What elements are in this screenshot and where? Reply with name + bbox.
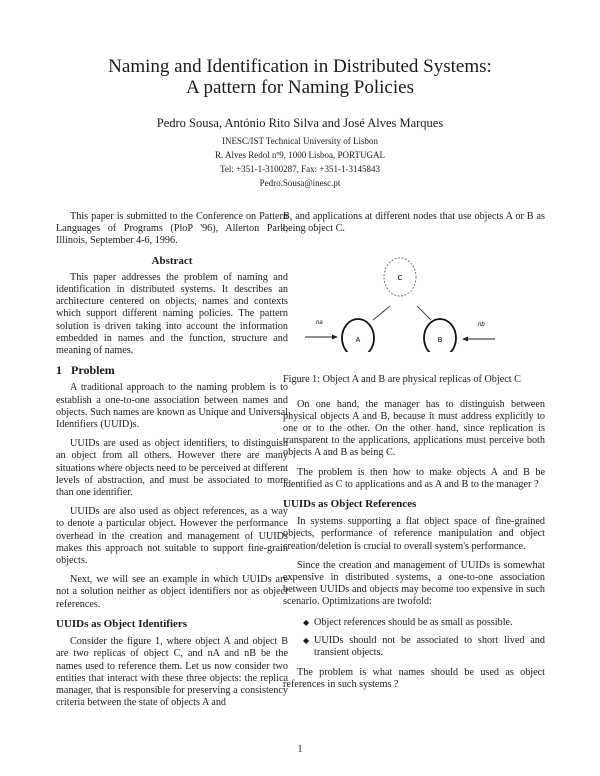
list-item-text: UUIDs should not be associated to short lived and transient objects. xyxy=(314,634,545,659)
authors: Pedro Sousa, António Rito Silva and José Alves Marques xyxy=(156,116,444,130)
optimization-list xyxy=(283,617,545,660)
list-item-text: Object references should be as small as possible. xyxy=(314,616,513,628)
address: R. Alves Redol nº9, 1000 Lisboa, PORTUGAL xyxy=(215,150,385,160)
node-a-label: A xyxy=(355,337,361,345)
na-label: na xyxy=(316,320,323,327)
abstract-text: This paper addresses the problem of naming and identification in distributed systems. It describes an architecture centered on objects, names and contexts which support different naming policies. The pattern solution is driven taking into account the information embedded in names and the function, structure and meaning of names. xyxy=(56,271,288,357)
paragraph: The problem is what names should be used as object references in such systems ? xyxy=(283,667,545,691)
left-column xyxy=(56,211,288,716)
list-item xyxy=(303,635,545,659)
paragraph: A traditional approach to the naming problem is to establish a one-to-one association between names and objects. Such names are known as Unique and Universal Identifiers (UUID)s. xyxy=(56,382,288,431)
list-item xyxy=(303,617,545,629)
paper-title xyxy=(0,56,600,98)
paragraph-continued: B, and applications at different nodes that use objects A or B as being object C. xyxy=(283,211,545,235)
node-b-label: B xyxy=(437,337,443,345)
figure-caption: Figure 1: Object A and B are physical replicas of Object C xyxy=(283,374,521,386)
paragraph: On one hand, the manager has to distinguish between physical objects A and B, because it must address explicitly to one or to the other. On the other hand, since replication is transparent to the applications, applications must perceive both objects A and B as being C. xyxy=(283,398,545,459)
title-line-2: A pattern for Naming Policies xyxy=(186,77,414,98)
bullet-diamond-icon: ◆ xyxy=(303,617,310,627)
subsection-identifiers-heading: UUIDs as Object Identifiers xyxy=(56,617,188,630)
title-line-1: Naming and Identification in Distributed Systems: xyxy=(108,56,492,77)
email: Pedro.Sousa@inesc.pt xyxy=(259,178,341,188)
right-column xyxy=(283,211,545,699)
node-c-label: C xyxy=(397,275,403,283)
paragraph: Since the creation and management of UUIDs is somewhat expensive in distributed systems, a one-to-one association between UUIDs and objects may become too expensive in such scenario. Optimizations are twofold: xyxy=(283,559,545,608)
affiliation: INESC/IST Technical University of Lisbon xyxy=(221,136,379,146)
paragraph: UUIDs are used as object identifiers, to distinguish an object from all others. However there are many situations where objects need to be perceived at different levels of abstraction, and must be associated to more than one identifier. xyxy=(56,438,288,499)
paragraph: In systems supporting a flat object space of fine-grained objects, performance of reference manipulation and object creation/deletion is crucial to overall system's performance. xyxy=(283,516,545,552)
figure-1 xyxy=(283,242,545,352)
replica-diagram xyxy=(283,242,545,352)
paragraph: Consider the figure 1, where object A and object B are two replicas of object C, and nA and nB be the names used to reference them. Let us now consider two entities that interact with these three objects: the replica manager, that is responsible for preserving a consistency criteria between the state of objects A and xyxy=(56,636,288,709)
paragraph: Next, we will see an example in which UUIDs are not a solution neither as object identifiers nor as object references. xyxy=(56,574,288,610)
bullet-diamond-icon: ◆ xyxy=(303,635,310,645)
abstract-heading: Abstract xyxy=(151,254,193,267)
page-number: 1 xyxy=(297,744,303,755)
submission-note: This paper is submitted to the Conference on Pattern Languages of Programs (PloP '96), Allerton Park, Illinois, September 4-6, 1996. xyxy=(56,211,288,247)
section-problem-heading: 1 Problem xyxy=(56,363,115,378)
paragraph: UUIDs are also used as object references, as a way to denote a particular object. However the performance overhead in the creation and management of UUIDs makes this approach not suitable to support fine-grain objects. xyxy=(56,506,288,567)
paragraph: The problem is then how to make objects A and B be identified as C to applications and as A and B to the manager ? xyxy=(283,466,545,490)
nb-label: nb xyxy=(478,322,485,329)
subsection-references-heading: UUIDs as Object References xyxy=(283,498,417,511)
phone-fax: Tel: +351-1-3100287, Fax: +351-1-3145843 xyxy=(219,164,380,174)
